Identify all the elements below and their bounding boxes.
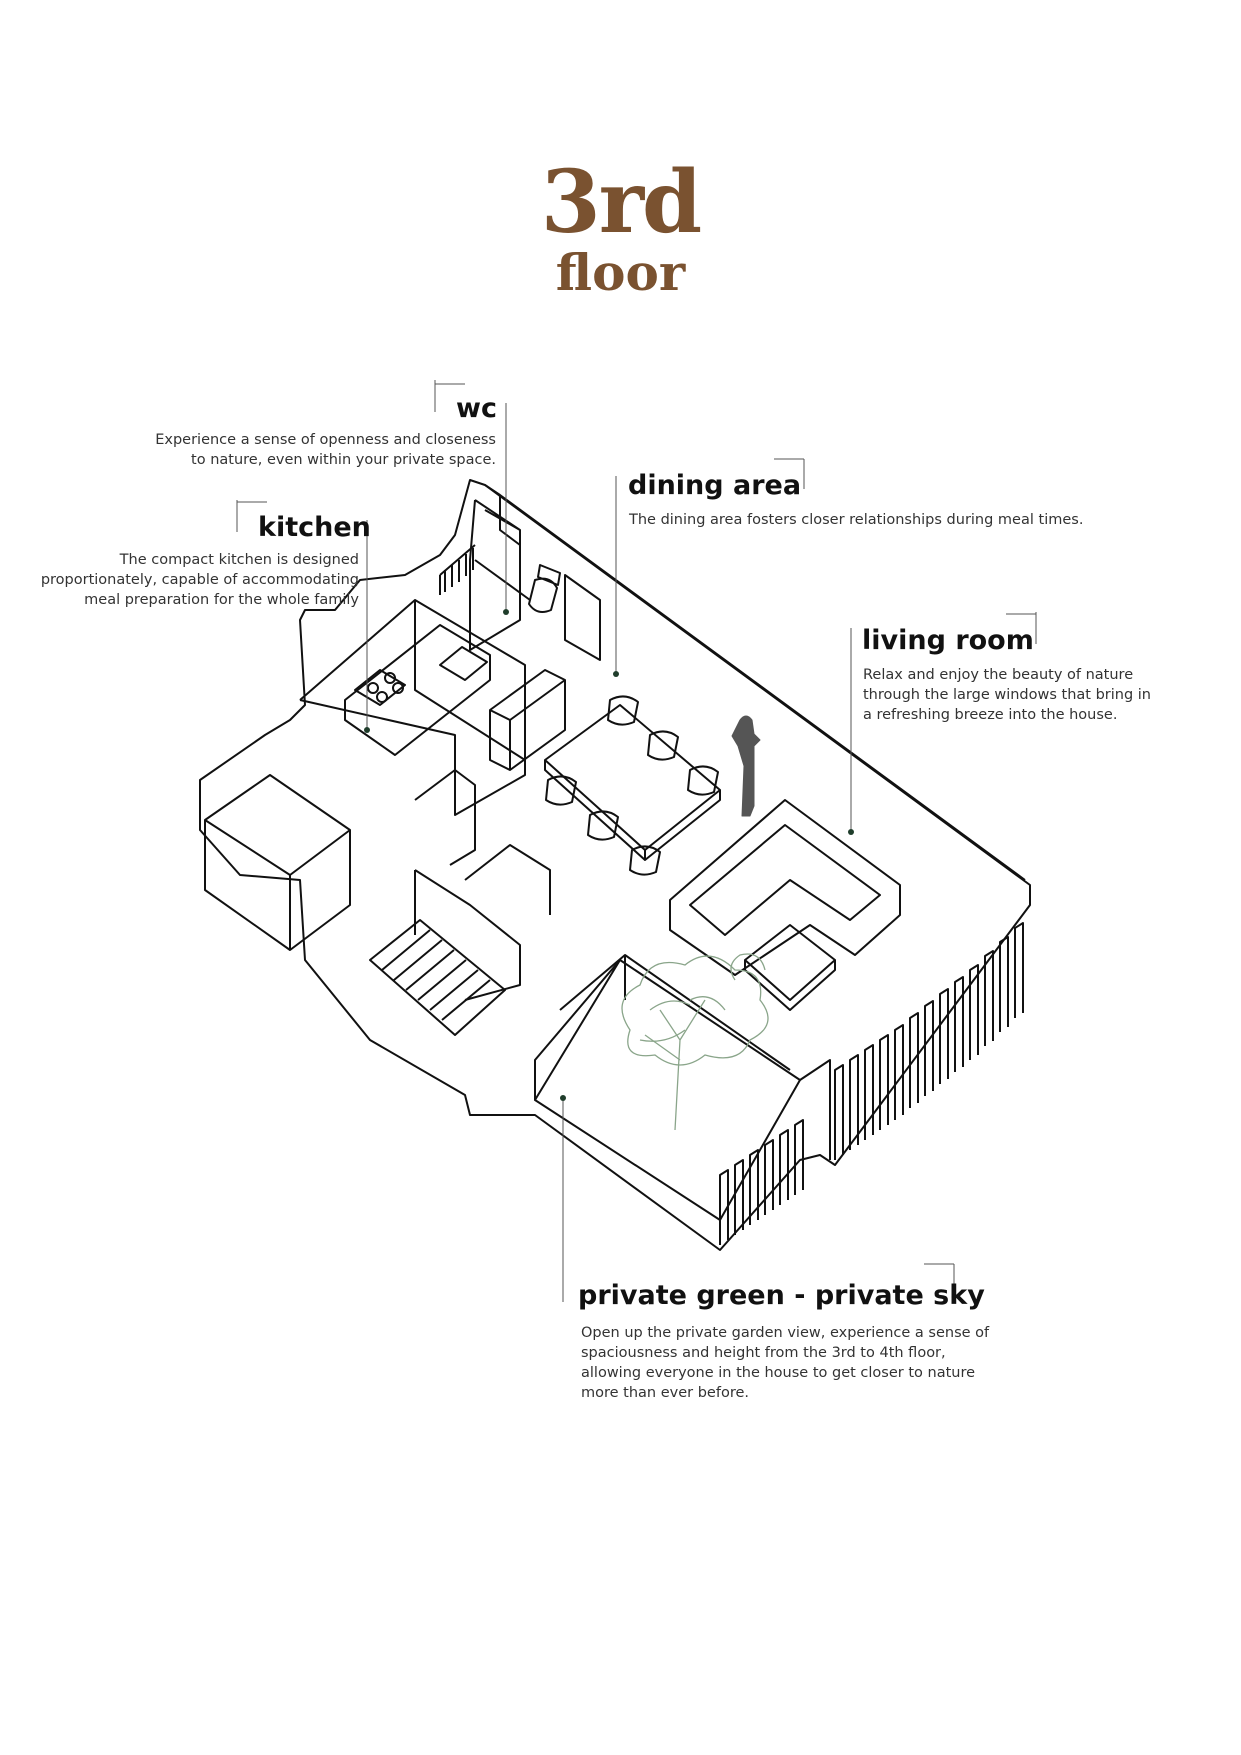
living-desc-line: a refreshing breeze into the house.	[863, 707, 1118, 723]
kitchen-description	[41, 550, 359, 610]
tree-sketch	[622, 954, 768, 1130]
dining-table	[545, 705, 720, 860]
garden-desc-line: allowing everyone in the house to get closer to nature	[581, 1365, 976, 1381]
kitchen-label: kitchen	[258, 512, 371, 543]
kitchen-walls	[300, 600, 525, 815]
floor-title-number: 3rd	[540, 152, 701, 253]
wc-desc-line: to nature, even within your private space.	[191, 452, 496, 468]
kitchen-desc-line: The compact kitchen is designed	[119, 552, 359, 568]
leader-dots	[364, 609, 854, 1101]
sink	[440, 647, 487, 680]
toilet	[529, 565, 560, 612]
stove	[355, 670, 405, 705]
kitchen-island	[490, 670, 565, 770]
floor-title-word: floor	[555, 243, 686, 302]
l-shaped-sofa	[670, 800, 900, 975]
living-desc-line: Relax and enjoy the beauty of nature	[863, 667, 1134, 683]
wc-label: wc	[456, 393, 497, 424]
dining-description	[629, 510, 1083, 530]
kitchen-desc-line: meal preparation for the whole family	[84, 592, 359, 608]
staircase	[370, 920, 505, 1035]
person-figure	[732, 716, 760, 816]
garden-desc-line: spaciousness and height from the 3rd to 4th floor,	[581, 1345, 946, 1361]
garden-description	[581, 1323, 989, 1403]
wc-description	[155, 430, 496, 470]
kitchen-desc-line: proportionately, capable of accommodating	[40, 572, 359, 588]
wc-desc-line: Experience a sense of openness and closeness	[155, 432, 496, 448]
dining-area-label: dining area	[628, 470, 802, 501]
private-green-label: private green - private sky	[578, 1280, 985, 1311]
garden-desc-line: more than ever before.	[581, 1385, 749, 1401]
dining-desc-line: The dining area fosters closer relationships during meal times.	[629, 512, 1084, 528]
living-description	[863, 665, 1151, 725]
living-desc-line: through the large windows that bring in	[863, 687, 1151, 703]
living-room-label: living room	[862, 625, 1034, 656]
utility-block	[205, 775, 350, 950]
facade-louvers	[720, 923, 1023, 1245]
garden-desc-line: Open up the private garden view, experience a sense of	[581, 1325, 990, 1341]
